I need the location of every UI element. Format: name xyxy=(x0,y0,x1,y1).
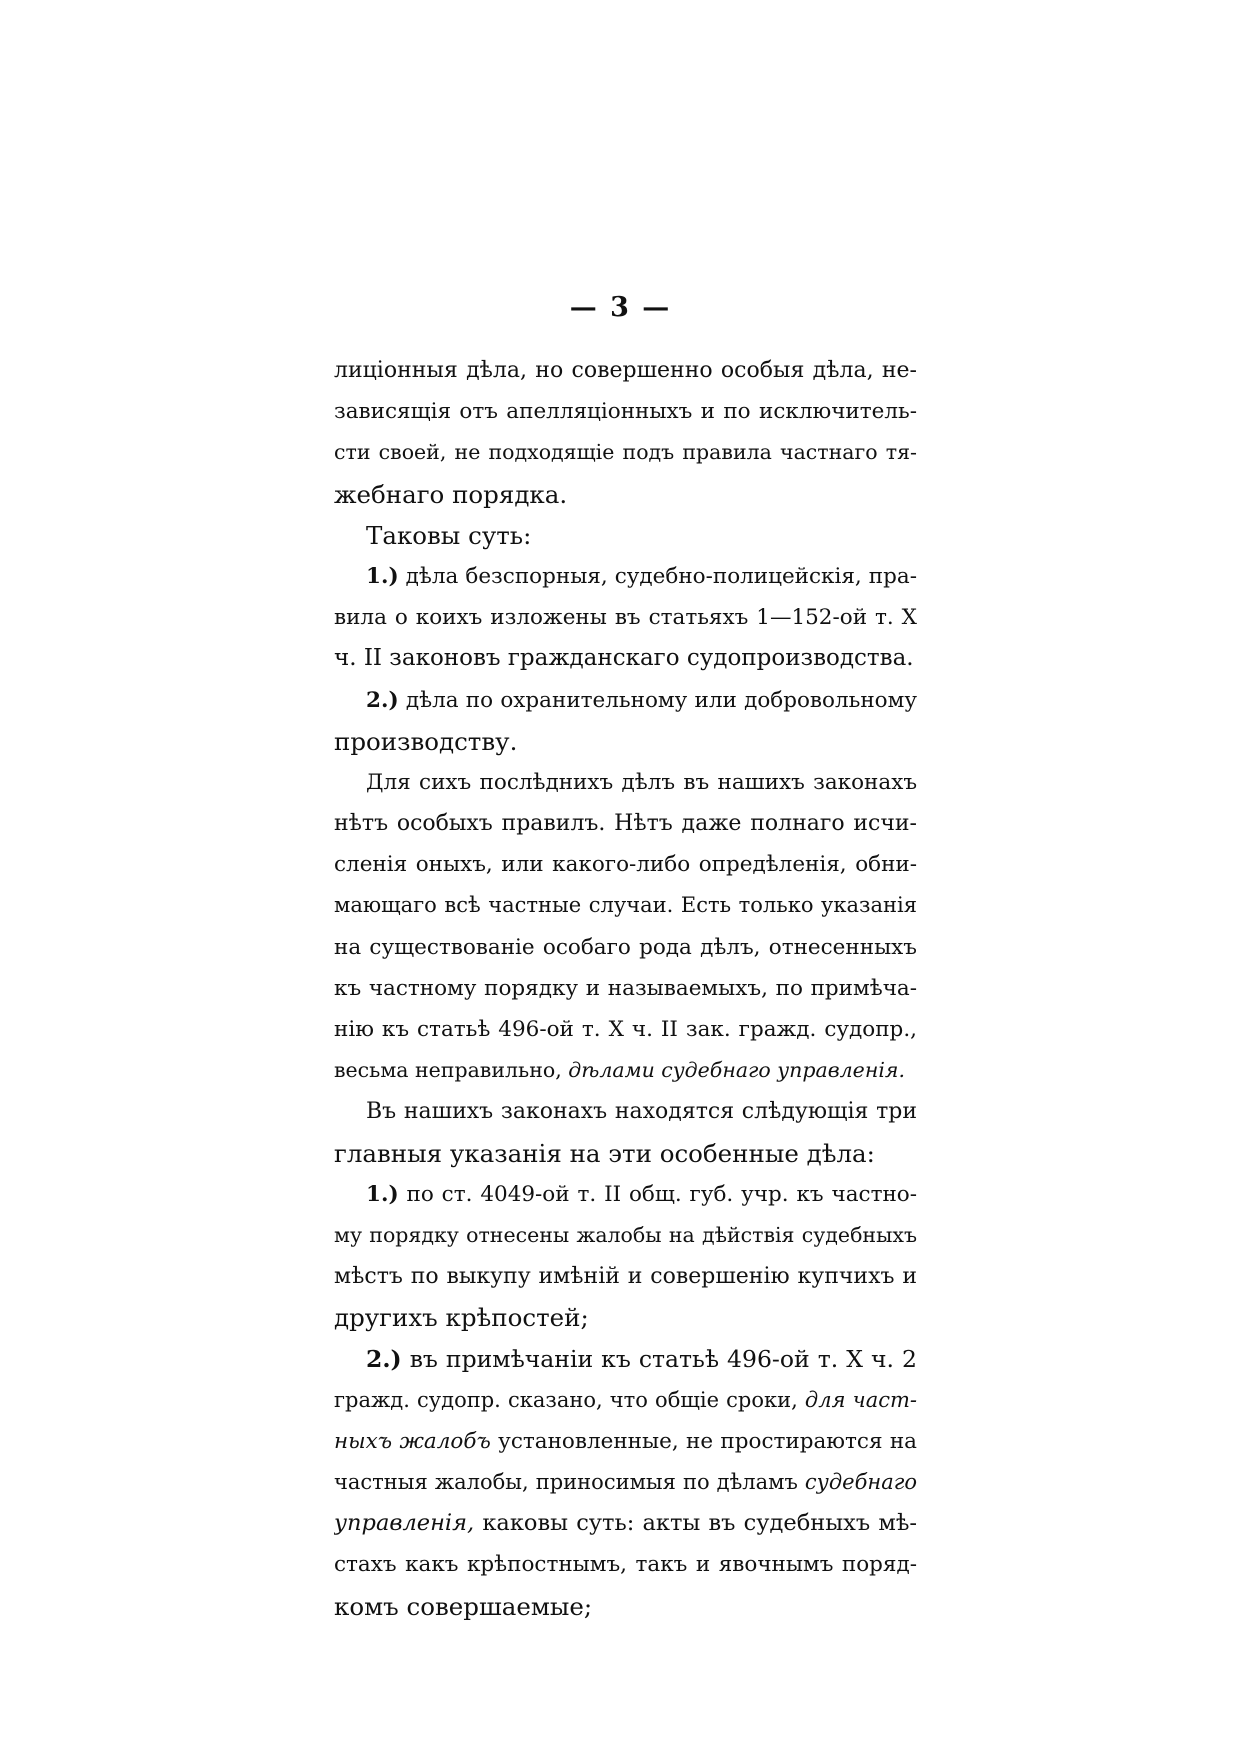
line-text: комъ совершаемые; xyxy=(334,1591,593,1621)
line-text: гражд. судопр. сказано, что общiе сроки, xyxy=(334,1387,805,1412)
line-text: другихъ крѣпостей; xyxy=(334,1303,589,1333)
text-line xyxy=(334,1339,917,1380)
line-text: нѣтъ особыхъ правилъ. Нѣтъ даже полнаго исчи- xyxy=(334,811,917,837)
line-text: Въ нашихъ законахъ находятся слѣдующiя три xyxy=(366,1099,917,1125)
list-number: 2.) xyxy=(366,687,399,713)
line-text: стахъ какъ крѣпостнымъ, такъ и явочнымъ поряд- xyxy=(334,1552,917,1578)
italic-text: для част- xyxy=(804,1387,917,1412)
line-text: дѣла по охранительному или добровольному xyxy=(398,687,917,713)
line-text: каковы суть: акты въ судебныхъ мѣ- xyxy=(474,1510,917,1537)
line-text: му порядку отнесены жалобы на дѣйствiя судебныхъ xyxy=(334,1222,917,1247)
line-text: сленiя оныхъ, или какого-либо опредѣленiя, обни- xyxy=(334,852,917,878)
text-line xyxy=(334,1133,917,1174)
line-text: лицiонныя дѣла, но совершенно особыя дѣла, не- xyxy=(334,358,917,383)
list-number: 1.) xyxy=(366,1181,399,1207)
italic-text: судебнаго xyxy=(804,1470,917,1495)
line-text: жебнаго порядка. xyxy=(334,479,568,509)
text-line xyxy=(334,1586,917,1627)
text-line xyxy=(334,680,917,721)
text-line xyxy=(334,1544,917,1585)
italic-text: управленiя, xyxy=(334,1510,475,1537)
line-text: зависящiя отъ апелляцiонныхъ и по исключитель- xyxy=(334,399,917,425)
text-line xyxy=(334,1215,917,1256)
text-line xyxy=(334,1174,917,1215)
text-line xyxy=(334,1380,917,1421)
text-line xyxy=(334,968,917,1009)
line-text: къ частному порядку и называемыхъ, по примѣча- xyxy=(334,975,917,1001)
line-text: вила о коихъ изложены въ статьяхъ 1—152-ой т. X xyxy=(334,605,917,631)
line-text: на существованiе особаго рода дѣлъ, отнесенныхъ xyxy=(334,934,917,960)
text-line xyxy=(334,1009,917,1050)
line-text: мающаго всѣ частные случаи. Есть только указанiя xyxy=(334,893,917,918)
text-line xyxy=(334,721,917,762)
text-line xyxy=(334,885,917,926)
line-text: дѣла безспорныя, судебно-полицейскiя, пра- xyxy=(398,563,917,589)
text-line xyxy=(334,1256,917,1297)
italic-text: дѣлами судебнаго управленiя. xyxy=(568,1058,905,1083)
text-line xyxy=(334,432,917,473)
line-text: по ст. 4049-ой т. II общ. губ. учр. къ частно- xyxy=(398,1181,917,1207)
italic-text: ныхъ жалобъ xyxy=(334,1428,491,1454)
line-text: Для сихъ послѣднихъ дѣлъ въ нашихъ законахъ xyxy=(366,769,917,795)
line-text: нiю къ статьѣ 496-ой т. X ч. II зак. гражд. судопр., xyxy=(334,1017,917,1042)
line-text: Таковы суть: xyxy=(366,520,532,550)
text-line xyxy=(334,350,917,391)
line-text: производству. xyxy=(334,726,518,756)
text-line xyxy=(334,556,917,597)
line-text: сти своей, не подходящiе подъ правила частнаго тя- xyxy=(334,440,917,465)
line-text: ч. II законовъ гражданскаго судопроизводства. xyxy=(334,645,914,672)
page-number: — 3 — xyxy=(569,292,672,323)
text-line xyxy=(334,391,917,432)
body-text xyxy=(334,350,917,1627)
text-line xyxy=(334,803,917,844)
text-line xyxy=(334,1091,917,1132)
line-text: установленные, не простираются на xyxy=(490,1428,917,1454)
line-text: въ примѣчанiи къ статьѣ 496-ой т. X ч. 2 xyxy=(401,1344,917,1373)
text-line xyxy=(334,597,917,638)
line-text: весьма неправильно, xyxy=(334,1058,569,1083)
text-line xyxy=(334,762,917,803)
text-line xyxy=(334,1050,917,1091)
list-number: 2.) xyxy=(366,1344,402,1373)
line-text: главныя указанiя на эти особенные дѣла: xyxy=(334,1138,875,1168)
text-line xyxy=(334,927,917,968)
text-line xyxy=(334,474,917,515)
text-line xyxy=(334,1503,917,1544)
text-line xyxy=(334,1462,917,1503)
line-text: мѣстъ по выкупу имѣнiй и совершенiю купчихъ и xyxy=(334,1264,917,1290)
line-text: частныя жалобы, приносимыя по дѣламъ xyxy=(334,1470,805,1495)
text-line xyxy=(334,844,917,885)
text-line xyxy=(334,1421,917,1462)
text-line xyxy=(334,638,917,679)
text-line xyxy=(334,1297,917,1338)
text-line xyxy=(334,515,917,556)
list-number: 1.) xyxy=(366,563,399,589)
